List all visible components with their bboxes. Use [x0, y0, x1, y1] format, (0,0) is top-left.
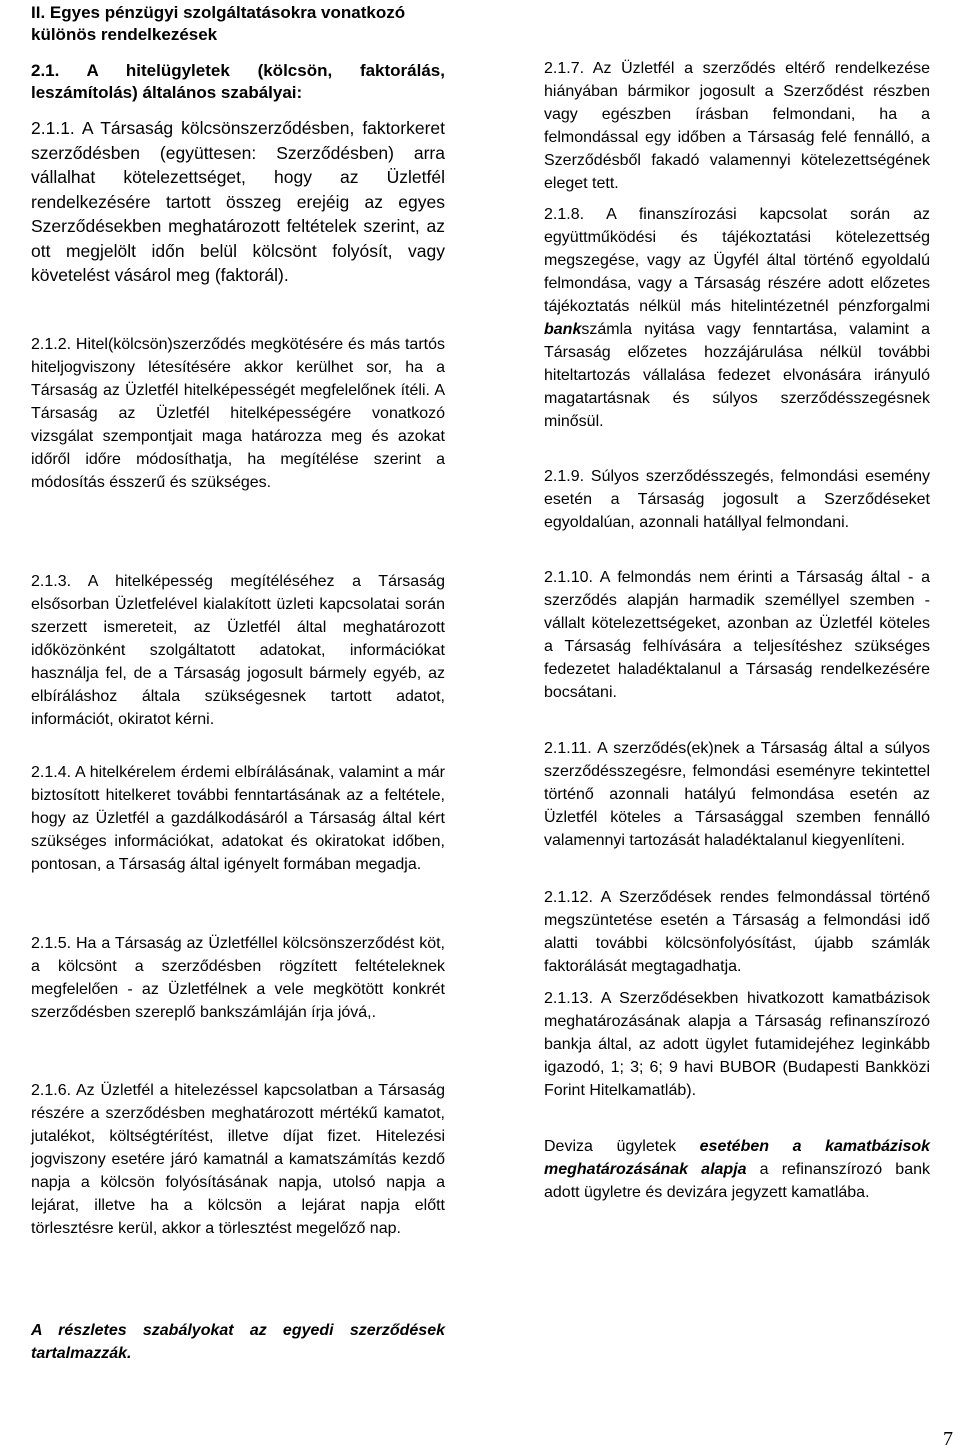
paragraph-2-1-10: 2.1.10. A felmondás nem érinti a Társaság által - a szerződés alapján harmadik személlyel szemben - vállalt kötelezettségeket, azonban az Üzletfél köteles a Társaság felhívására a teljesítéshez szükséges fedezetet haladéktalanul a Társaság rendelkezésére bocsátani.	[544, 569, 930, 701]
deviza-text-a: Deviza ügyletek	[544, 1138, 700, 1155]
paragraph-2-1-8-emphasis: bank	[544, 321, 582, 338]
paragraph-2-1-4: 2.1.4. A hitelkérelem érdemi elbírálásának, valamint a már biztosított hitelkeret további fenntartásának az a feltétele, hogy az Üzletfél a gazdálkodásáról a Társaság által kért szükséges információkat, adatokat és okiratokat időben, pontosan, a Társaság által igényelt formában megadja.	[31, 764, 445, 873]
page-number: 7	[943, 1428, 953, 1450]
paragraph-2-1-8-text-a: 2.1.8. A finanszírozási kapcsolat során az együttműködési és tájékoztatási kötelezettség megszegése, vagy az Ügyfél által történő egyoldalú felmondása, vagy a Társaság részére adott előzetes tájékoztatás nélkül más hitelintézetnél pénzforgalmi	[544, 206, 930, 315]
paragraph-2-1-8	[544, 203, 930, 433]
paragraph-2-1-11: 2.1.11. A szerződés(ek)nek a Társaság által a súlyos szerződésszegésre, felmondási eseményre tekintettel történő azonnali hatályú felmondása esetén az Üzletfél köteles a Társasággal szemben fennálló valamennyi tartozását haladéktalanul kiegyenlíteni.	[544, 740, 930, 849]
section-heading: II. Egyes pénzügyi szolgáltatásokra vonatkozó különös rendelkezések	[31, 3, 406, 44]
subsection-heading: 2.1. A hitelügyletek (kölcsön, faktorálás, leszámítolás) általános szabályai:	[31, 61, 445, 102]
deviza-emphasis: esetében a kamatbázisok meghatározásának alapja	[544, 1138, 931, 1178]
deviza-text-b: a refinanszírozó bank adott ügyletre és devizára jegyzett kamatlába.	[544, 1161, 930, 1201]
paragraph-2-1-13: 2.1.13. A Szerződésekben hivatkozott kamatbázisok meghatározásának alapja a Társaság refinanszírozó bankja által, az adott ügylet futamidejéhez leginkább igazodó, 1; 3; 6; 9 havi BUBOR (Budapesti Bankközi Forint Hitelkamatláb).	[544, 990, 930, 1099]
closing-statement: A részletes szabályokat az egyedi szerződések tartalmazzák.	[31, 1322, 445, 1362]
paragraph-2-1-6: 2.1.6. Az Üzletfél a hitelezéssel kapcsolatban a Társaság részére a szerződésben meghatározott mértékű kamatot, jutalékot, költségtérítést, illetve díjat fizet. Hitelezési jogviszony esetére járó kamatnál a kamatszámítás kezdő napja a kölcsön folyósításának napja, utolsó napja a lejárat, illetve ha a kölcsön a lejárat napja előtt törlesztésre kerül, akkor a törlesztést megelőző nap.	[31, 1082, 445, 1237]
paragraph-2-1-1: 2.1.1. A Társaság kölcsönszerződésben, faktorkeret szerződésben (együttesen: Szerződésben) arra vállalhat kötelezettséget, hogy az Üzletfél rendelkezésére tartott összeg erejéig az egyes Szerződésekben meghatározott feltételek szerint, az ott megjelölt időn belül kölcsönt folyósít, vagy követelést vásárol meg (faktorál).	[31, 118, 445, 285]
paragraph-2-1-5: 2.1.5. Ha a Társaság az Üzletféllel kölcsönszerződést köt, a kölcsönt a szerződésben rögzített feltételeknek megfelelően - az Üzletfélnek a vele megkötött konkrét szerződésben szereplő bankszámláján írja jóvá,.	[31, 935, 445, 1021]
paragraph-deviza	[544, 1135, 930, 1204]
paragraph-2-1-9: 2.1.9. Súlyos szerződésszegés, felmondási esemény esetén a Társaság jogosult a Szerződéseket egyoldalúan, azonnali hatállyal felmondani.	[544, 468, 930, 531]
paragraph-2-1-2: 2.1.2. Hitel(kölcsön)szerződés megkötésére és más tartós hiteljogviszony létesítésére akkor kerülhet sor, ha a Társaság az Üzletfél hitelképességét megfelelőnek ítéli. A Társaság az Üzletfél hitelképességére vonatkozó vizsgálat szempontjait maga határozza meg és azokat időről időre módosíthatja, ha megítélése szerint a módosítás ésszerű és szükséges.	[31, 336, 445, 491]
paragraph-2-1-7: 2.1.7. Az Üzletfél a szerződés eltérő rendelkezése hiányában bármikor jogosult a Szerződést részben vagy egészben írásban felmondani, ha a felmondással egy időben a Társaság felé fennálló, a Szerződésből fakadó valamennyi kötelezettségének eleget tett.	[544, 60, 930, 192]
paragraph-2-1-12: 2.1.12. A Szerződések rendes felmondással történő megszüntetése esetén a Társaság a felmondási idő alatti további kölcsönfolyósítást, újabb számlák faktorálását megtagadhatja.	[544, 889, 930, 975]
paragraph-2-1-8-text-b: számla nyitása vagy fenntartása, valamint a Társaság előzetes hozzájárulása nélkül további hiteltartozás vállalása fedezet elvonására irányuló magatartásnak és súlyos szerződésszegésnek minősül.	[544, 321, 930, 430]
paragraph-2-1-3: 2.1.3. A hitelképesség megítéléséhez a Társaság elsősorban Üzletfelével kialakított üzleti kapcsolatai során szerzett ismereteit, az Üzletfél által meghatározott időközönként szolgáltatott adatokat, információkat használja fel, de a Társaság jogosult bármely egyéb, az elbíráláshoz általa szükségesnek tartott adatot, információt, okiratot kérni.	[31, 573, 445, 728]
